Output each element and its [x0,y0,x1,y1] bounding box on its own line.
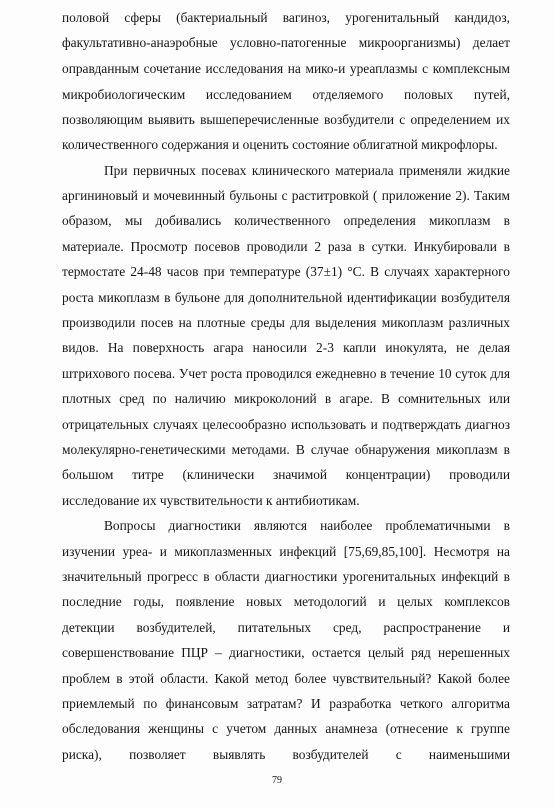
text-line: приемлемый по финансовым затратам? И разработка четкого алгоритма [62,696,510,711]
text-line: детекции возбудителей, питательных сред, распространение и [62,620,510,635]
text-line: риска), позволяет выявлять возбудителей с наименьшими [62,747,510,762]
text-line: видов. На поверхность агара наносили 2-3 капли инокулята, не делая [62,340,510,355]
text-line: исследование их чувствительности к антибиотикам. [62,493,360,508]
text-line: штрихового посева. Учет роста проводился ежедневно в течение 10 суток для [62,366,510,381]
page-number: 79 [272,775,282,786]
text-line: материале. Просмотр посевов проводили 2 раза в сутки. Инкубировали в [62,239,510,254]
text-line: обследования женщины с учетом данных анамнеза (отнесение к группе [62,721,510,736]
text-line: молекулярно-генетическими методами. В случае обнаружения микоплазм в [62,442,510,457]
text-line: факультативно-анаэробные условно-патогенные микроорганизмы) делает [62,35,510,50]
text-line: количественного содержания и оценить состояние облигатной микрофлоры. [62,137,498,152]
text-line: оправданным сочетание исследования на мико-и уреаплазмы с комплексным [62,61,510,76]
text-line: совершенствование ПЦР – диагностики, остается целый ряд нерешенных [62,645,510,660]
text-line: Вопросы диагностики являются наиболее проблематичными в [104,518,510,533]
text-line: аргининовый и мочевинный бульоны с раститровкой ( приложение 2). Таким [62,188,510,203]
text-line: позволяющим выявить вышеперечисленные возбудители с определением их [62,112,510,127]
text-line: изучении уреа- и микоплазменных инфекций [75,69,85,100]. Несмотря на [62,544,510,559]
text-line: микробиологическим исследованием отделяемого половых путей, [62,87,510,102]
text-line: При первичных посевах клинического материала применяли жидкие [104,163,510,178]
text-line: проблем в этой области. Какой метод более чувствительный? Какой более [62,671,510,686]
text-line: большом титре (клинически значимой концентрации) проводили [62,467,510,482]
text-line: роста микоплазм в бульоне для дополнительной идентификации возбудителя [62,290,510,305]
text-line: термостате 24-48 часов при температуре (37±1) °С. В случаях характерного [62,264,510,279]
text-line: производили посев на плотные среды для выделения микоплазм различных [62,315,510,330]
text-line: значительный прогресс в области диагностики урогенитальных инфекций в [62,569,510,584]
text-line: образом, мы добивались количественного определения микоплазм в [62,213,510,228]
text-line: отрицательных случаях целесообразно использовать и подтверждать диагноз [62,417,510,432]
text-line: половой сферы (бактериальный вагиноз, урогенитальный кандидоз, [62,10,510,25]
text-line: плотных сред по наличию микроколоний в агаре. В сомнительных или [62,391,510,406]
text-line: последние годы, появление новых методологий и целых комплексов [62,594,510,609]
